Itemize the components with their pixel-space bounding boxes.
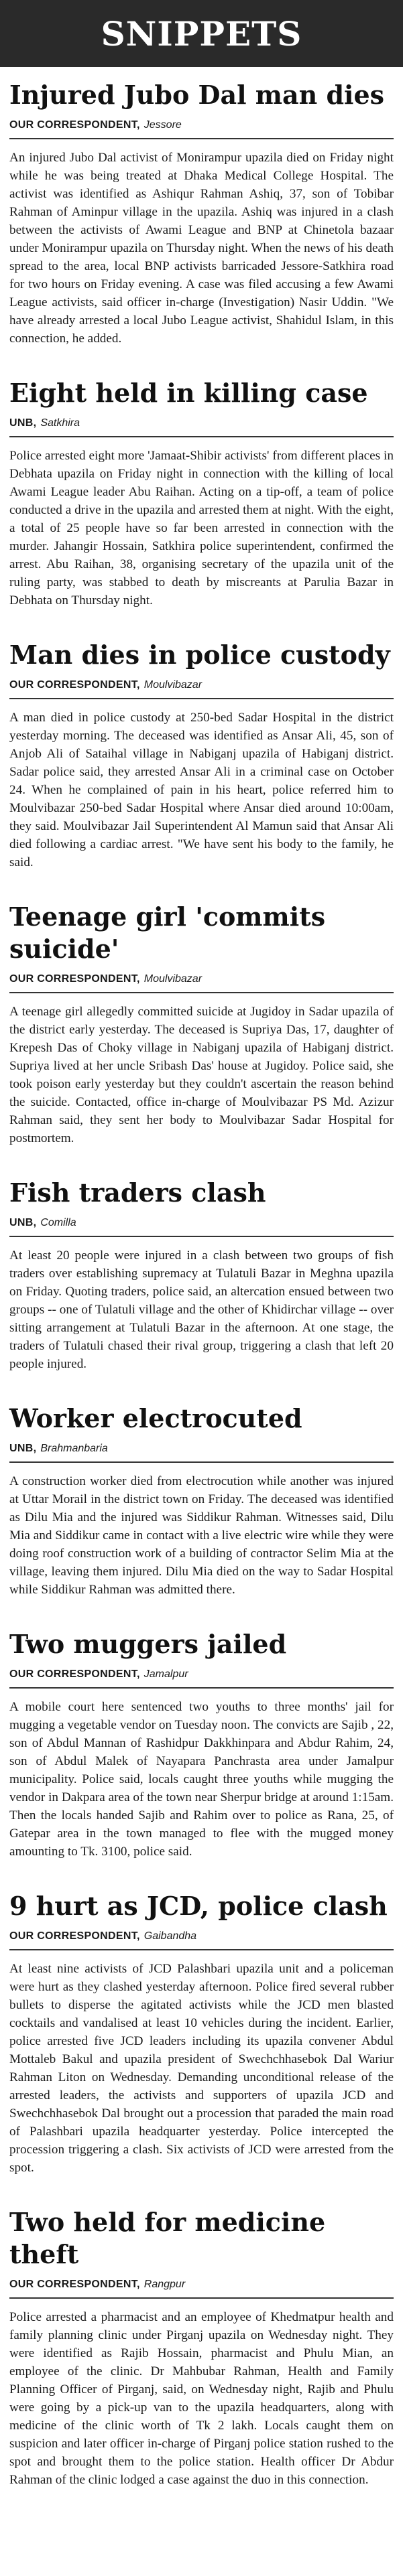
byline-divider [9, 2297, 394, 2299]
byline-location: Brahmanbaria [40, 1443, 108, 1454]
byline-location: Moulvibazar [143, 679, 203, 691]
articles-column [0, 67, 403, 2525]
news-article [9, 1628, 394, 1861]
article-body: At least 20 people were injured in a clash between two groups of fish traders over establishing supremacy at Tulatuli Bazar in Meghna upazila on Friday. Quoting traders, police said, an altercation ensued between two groups -- one of Tulatuli village and the other of Khidirchar village -- over sitting arrangement at Tulatuli Bazar in the afternoon. At one stage, the traders of Tulatuli chased their rival group, triggering a clash that left 20 people injured. [9, 1248, 394, 1371]
article-body: Police arrested eight more 'Jamaat-Shibir activists' from different places in Debhata upazila on Friday night in connection with the killing of local Awami League leader Abu Raihan. Acting on a tip-off, a team of police conducted a drive in the upazila and arrested them at night. With the eight, a total of 25 people have so far been arrested in connection with the murder. Jahangir Hossain, Satkhira police superintendent, confirmed the arrest. Abu Raihan, 38, organising secretary of the upazila unit of the ruling party, was stabbed to death by miscreants at Parulia Bazar in Debhata on Thursday night. [9, 449, 394, 607]
byline-source: OUR CORRESPONDENT, [9, 119, 140, 131]
article-byline [9, 416, 394, 431]
article-headline: 9 hurt as JCD, police clash [9, 1891, 388, 1921]
byline-divider [9, 436, 394, 437]
byline-divider [9, 698, 394, 699]
byline-source: OUR CORRESPONDENT, [9, 679, 140, 691]
byline-location: Comilla [40, 1217, 76, 1228]
article-headline: Two muggers jailed [9, 1629, 287, 1659]
byline-source: UNB, [9, 1443, 37, 1454]
byline-divider [9, 1461, 394, 1463]
article-body: A mobile court here sentenced two youths to three months' jail for mugging a vegetable vendor on Tuesday noon. The convicts are Sajib , 22, son of Abdul Mannan of Rashidpur Dakkhinpara and Abdur Rahim, 24, son of Abdul Malek of Nayapara Panchrasta area under Jamalpur municipality. Police said, locals caught three youths while mugging the vendor in Dakpara area of the town near Sherpur bridge at around 1:15am. Then the locals handed Sajib and Rahim over to police as Rana, 25, of Gatepar area in the town managed to flee with the mugged money amounting to Tk. 3100, police said. [9, 1700, 394, 1859]
article-byline [9, 2277, 394, 2292]
article-body: At least nine activists of JCD Palashbari upazila unit and a policeman were hurt as they clashed yesterday afternoon. Police fired several rubber bullets to disperse the agitated activists while the JCD men blasted cocktails and vandalised at least 10 vehicles during the incident. Earlier, police arrested five JCD leaders including its upazila convener Abdul Mottaleb Bakul and upazila president of Swechchhasebok Dal Wariur Rahman Liton on Wednesday. Demanding unconditional release of the arrested leaders, the activists and supporters of upazila JCD and Swechchhasebok Dal brought out a procession that paraded the main road of Palashbari upazila headquarter yesterday. Police intercepted the procession triggering a clash. Six activists of JCD were arrested from the spot. [9, 1962, 394, 2175]
article-byline [9, 1667, 394, 1682]
article-headline: Injured Jubo Dal man dies [9, 80, 385, 110]
byline-location: Jessore [143, 119, 182, 131]
byline-location: Rangpur [143, 2279, 186, 2290]
article-headline: Two held for medicine theft [9, 2207, 326, 2269]
news-article [9, 1890, 394, 2177]
byline-location: Jamalpur [143, 1668, 188, 1680]
news-article [9, 377, 394, 610]
byline-divider [9, 138, 394, 139]
article-body: A construction worker died from electrocution while another was injured at Uttar Morail in the district town on Friday. The deceased was identified as Dilu Mia and the injured was Siddikur Rahman. Witnesses said, Dilu Mia and Siddikur came in contact with a live electric wire while they were doing roof construction work of a building of contractor Selim Mia at the village, leaving them injured. Dilu Mia died on the way to Sadar Hospital while Siddikur Rahman was admitted there. [9, 1474, 394, 1597]
byline-divider [9, 1236, 394, 1237]
article-body: An injured Jubo Dal activist of Monirampur upazila died on Friday night while he was being treated at Dhaka Medical College Hospital. The activist was identified as Ashiqur Rahman Ashiq, 37, son of Tobibar Rahman of Aminpur village in the upazila. Ashiq was injured in a clash between the activists of Awami League and BNP at Chinetola bazaar under Monirampur upazila on Thursday night. When the news of his death spread to the area, local BNP activists barricaded Jessore-Satkhira road for two hours on Friday evening. A case was filed accusing a few Awami League activists, said officer in-charge (Investigation) Nasir Uddin. "We have already arrested a local Jubo League activist, Shahidul Islam, in this connection, he added. [9, 151, 394, 346]
byline-source: OUR CORRESPONDENT, [9, 1930, 140, 1942]
byline-source: OUR CORRESPONDENT, [9, 2279, 140, 2290]
article-body: A teenage girl allegedly committed suicide at Jugidoy in Sadar upazila of the district early yesterday. The deceased is Supriya Das, 17, daughter of Krepesh Das of Choky village in Nabiganj upazila of Habiganj district. Supriya lived at her uncle Sribash Das' house at Jugidoy. Police said, she took poison early yesterday but they couldn't ascertain the reason behind the suicide. Contacted, office in-charge of Moulvibazar PS Md. Azizur Rahman said, they sent her body to Moulvibazar Sadar Hospital for postmortem. [9, 1005, 394, 1145]
section-title: SNIPPETS [101, 13, 302, 54]
article-byline [9, 118, 394, 133]
article-byline [9, 972, 394, 987]
news-article [9, 639, 394, 871]
news-article [9, 1403, 394, 1599]
news-article [9, 79, 394, 348]
byline-source: OUR CORRESPONDENT, [9, 973, 140, 985]
article-byline [9, 1929, 394, 1944]
article-headline: Man dies in police custody [9, 640, 390, 670]
article-headline: Fish traders clash [9, 1177, 266, 1208]
news-article [9, 1177, 394, 1373]
news-article [9, 901, 394, 1147]
byline-location: Moulvibazar [143, 973, 203, 985]
article-byline [9, 1441, 394, 1456]
article-body: Police arrested a pharmacist and an employee of Khedmatpur health and family planning clinic under Pirganj upazila on Wednesday night. They were identified as Rajib Hossain, pharmacist and Phulu Mian, an employee of the clinic. Dr Mahbubar Rahman, Health and Family Planning Officer of Pirganj, said, on Wednesday night, Rajib and Phulu were going by a pick-up van to the upazila headquarters, along with medicine of the clinic worth of Tk 2 lakh. Locals caught them on suspicion and later officer in-charge of Pirganj police station rushed to the spot and brought them to the police station. Health officer Dr Abdur Rahman of the clinic lodged a case against the duo in this connection. [9, 2310, 394, 2487]
article-headline: Worker electrocuted [9, 1403, 302, 1433]
article-headline: Eight held in killing case [9, 378, 368, 408]
article-byline [9, 678, 394, 693]
byline-source: UNB, [9, 1217, 37, 1228]
byline-divider [9, 992, 394, 993]
article-headline: Teenage girl 'commits suicide' [9, 902, 326, 964]
byline-location: Gaibandha [143, 1930, 197, 1942]
article-byline [9, 1216, 394, 1230]
byline-divider [9, 1687, 394, 1689]
news-article [9, 2206, 394, 2489]
byline-source: OUR CORRESPONDENT, [9, 1668, 140, 1680]
byline-location: Satkhira [40, 417, 80, 429]
section-banner [0, 0, 403, 67]
byline-source: UNB, [9, 417, 37, 429]
article-body: A man died in police custody at 250-bed Sadar Hospital in the district yesterday morning. The deceased was identified as Ansar Ali, 45, son of Anjob Ali of Sataihal village in Nabiganj upazila of Habiganj district. Sadar police said, they arrested Ansar Ali in a criminal case on October 24. When he complained of pain in his heart, police referred him to Moulvibazar 250-bed Sadar Hospital where Ansar died around 10:00am, they said. Moulvibazar Jail Superintendent Al Mamun said that Ansar Ali died following a cardiac arrest. "We have sent his body to the family, he said. [9, 711, 394, 869]
byline-divider [9, 1949, 394, 1950]
